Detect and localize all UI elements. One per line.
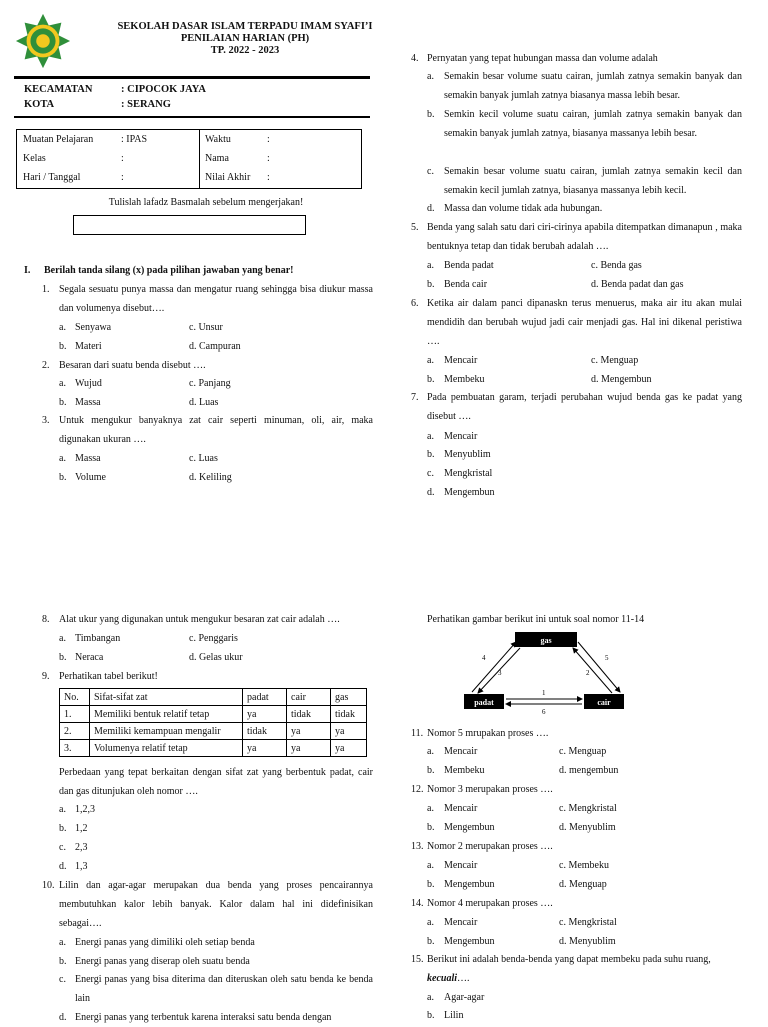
nilai-value[interactable]: : xyxy=(267,172,270,183)
q6-b-text[interactable]: Membeku xyxy=(444,374,485,385)
q3-d[interactable]: d. Keliling xyxy=(189,472,232,483)
q7-b-text[interactable]: Menyublim xyxy=(444,449,491,460)
q4-number: 4. xyxy=(411,53,419,64)
q12-a-letter[interactable]: a. xyxy=(427,803,434,814)
q1-d[interactable]: d. Campuran xyxy=(189,341,241,352)
section-number: I. xyxy=(24,265,31,276)
q10-c-text[interactable]: Energi panas yang bisa diterima dan diteruskan oleh satu benda ke benda lain xyxy=(75,974,373,1004)
q11-b-letter[interactable]: b. xyxy=(427,765,435,776)
q9-followup: Perbedaan yang tepat berkaitan dengan sifat zat yang berbentuk padat, cair dan gas ditunjukan oleh nomor …. xyxy=(59,767,373,797)
q14-c[interactable]: c. Mengkristal xyxy=(559,917,617,928)
q6-d[interactable]: d. Mengembun xyxy=(591,374,652,385)
q11-b-text[interactable]: Membeku xyxy=(444,765,485,776)
q13-d[interactable]: d. Menguap xyxy=(559,879,607,890)
table-cell: ya xyxy=(243,740,287,757)
q7-number: 7. xyxy=(411,392,419,403)
table-header: gas xyxy=(331,689,367,706)
arrow-4 xyxy=(472,642,516,692)
q14-number: 14. xyxy=(411,898,424,909)
school-year: TP. 2022 - 2023 xyxy=(210,45,280,56)
q11-a-letter[interactable]: a. xyxy=(427,746,434,757)
state-change-diagram xyxy=(460,628,630,718)
q10-c-letter[interactable]: c. xyxy=(59,974,66,985)
q5-text: Benda yang salah satu dari ciri-cirinya apabila ditempatkan dimanapun , maka bentuknya tetap dan tidak berubah adalah …. xyxy=(427,222,742,252)
q3-b-letter[interactable]: b. xyxy=(59,472,67,483)
q14-b-letter[interactable]: b. xyxy=(427,936,435,947)
hari-value[interactable]: : xyxy=(121,172,124,183)
q11-a-text[interactable]: Mencair xyxy=(444,746,478,757)
q1-b-text[interactable]: Materi xyxy=(75,341,102,352)
waktu-label: Waktu xyxy=(205,134,231,145)
q1-a-text[interactable]: Senyawa xyxy=(75,322,112,333)
q9-b-text[interactable]: 1,2 xyxy=(75,823,88,834)
q12-number: 12. xyxy=(411,784,424,795)
q5-a-text[interactable]: Benda padat xyxy=(444,260,494,271)
q7-text: Pada pembuatan garam, terjadi perubahan wujud benda gas ke padat yang disebut …. xyxy=(427,392,742,422)
q1-b-letter[interactable]: b. xyxy=(59,341,67,352)
q9-c-text[interactable]: 2,3 xyxy=(75,842,88,853)
table-cell: ya xyxy=(331,740,367,757)
q10-a-letter[interactable]: a. xyxy=(59,937,66,948)
table-cell: 1. xyxy=(60,706,90,723)
q5-a-letter[interactable]: a. xyxy=(427,260,434,271)
q13-a-text[interactable]: Mencair xyxy=(444,860,478,871)
q10-number: 10. xyxy=(42,880,55,891)
q7-a-letter[interactable]: a. xyxy=(427,431,434,442)
q14-a-text[interactable]: Mencair xyxy=(444,917,478,928)
kecamatan-label: KECAMATAN xyxy=(24,84,93,95)
q2-a-text[interactable]: Wujud xyxy=(75,378,102,389)
kelas-value[interactable]: : xyxy=(121,153,124,164)
basmalah-instruction: Tulislah lafadz Basmalah sebelum mengerjakan! xyxy=(108,197,304,208)
q3-b-text[interactable]: Volume xyxy=(75,472,106,483)
q3-a-text[interactable]: Massa xyxy=(75,453,101,464)
nama-label: Nama xyxy=(205,153,229,164)
table-cell: Memiliki bentuk relatif tetap xyxy=(90,706,243,723)
q7-d-letter[interactable]: d. xyxy=(427,487,435,498)
q4-d-text[interactable]: Massa dan volume tidak ada hubungan. xyxy=(444,203,603,214)
q1-c[interactable]: c. Unsur xyxy=(189,322,223,333)
q9-c-letter[interactable]: c. xyxy=(59,842,66,853)
basmalah-answer-box[interactable] xyxy=(73,215,306,235)
label-2: 2 xyxy=(586,669,590,677)
q5-b-text[interactable]: Benda cair xyxy=(444,279,488,290)
q13-text: Nomor 2 merupakan proses …. xyxy=(427,841,553,852)
q11-number: 11. xyxy=(411,728,424,739)
q10-d-text[interactable]: Energi panas yang terbentuk karena interaksi satu benda dengan xyxy=(75,1012,332,1023)
figure-intro: Perhatikan gambar berikut ini untuk soal nomor 11-14 xyxy=(427,614,645,625)
section-title: Berilah tanda silang (x) pada pilihan jawaban yang benar! xyxy=(44,265,294,276)
table-header: No. xyxy=(60,689,90,706)
q9-b-letter[interactable]: b. xyxy=(59,823,67,834)
q12-b-text[interactable]: Mengembun xyxy=(444,822,495,833)
q1-text: Segala sesuatu punya massa dan mengatur ruang sehingga bisa diukur massa dan volumenya disebut…. xyxy=(59,284,373,314)
q10-b-text[interactable]: Energi panas yang diserap oleh suatu benda xyxy=(75,956,250,967)
q12-a-text[interactable]: Mencair xyxy=(444,803,478,814)
q15-tail: …. xyxy=(457,973,470,984)
table-cell: ya xyxy=(331,723,367,740)
nama-value[interactable]: : xyxy=(267,153,270,164)
label-6: 6 xyxy=(542,708,546,716)
q12-b-letter[interactable]: b. xyxy=(427,822,435,833)
q4-a-letter[interactable]: a. xyxy=(427,71,434,82)
q11-c[interactable]: c. Menguap xyxy=(559,746,607,757)
table-header: padat xyxy=(243,689,287,706)
q15-number: 15. xyxy=(411,954,424,965)
q10-a-text[interactable]: Energi panas yang dimiliki oleh setiap benda xyxy=(75,937,255,948)
q12-text: Nomor 3 merupakan proses …. xyxy=(427,784,553,795)
table-row xyxy=(60,723,367,740)
q9-d-letter[interactable]: d. xyxy=(59,861,67,872)
kota-label: KOTA xyxy=(24,99,55,110)
kecamatan-value: : CIPOCOK JAYA xyxy=(121,84,206,95)
table-cell: tidak xyxy=(287,706,331,723)
q9-number: 9. xyxy=(42,671,50,682)
nilai-label: Nilai Akhir xyxy=(205,172,251,183)
muatan-value: : IPAS xyxy=(121,134,148,145)
q13-a-letter[interactable]: a. xyxy=(427,860,434,871)
q2-number: 2. xyxy=(42,360,50,371)
q5-c[interactable]: c. Benda gas xyxy=(591,260,642,271)
exam-title: PENILAIAN HARIAN (PH) xyxy=(180,33,310,44)
q8-b-text[interactable]: Neraca xyxy=(75,652,104,663)
q8-c[interactable]: c. Penggaris xyxy=(189,633,238,644)
school-logo xyxy=(14,12,72,70)
table-header-row xyxy=(60,689,367,706)
q8-d[interactable]: d. Gelas ukur xyxy=(189,652,243,663)
q5-number: 5. xyxy=(411,222,419,233)
q15-kecuali: kecuali xyxy=(427,973,457,984)
table-cell: tidak xyxy=(243,723,287,740)
label-5: 5 xyxy=(605,654,609,662)
muatan-label: Muatan Pelajaran xyxy=(23,134,94,145)
q6-text: Ketika air dalam panci dipanaskn terus menuerus, maka air itu akan mulai mendidih dan berubah wujud jadi cair menjadi gas. Hal ini dikenal peristiwa …. xyxy=(427,298,742,347)
q9-a-letter[interactable]: a. xyxy=(59,804,66,815)
padat-label: padat xyxy=(474,698,494,707)
waktu-value[interactable]: : xyxy=(267,134,270,145)
q3-text: Untuk mengukur banyaknya zat cair seperti minuman, oli, air, maka digunakan ukuran …. xyxy=(59,415,373,445)
kelas-label: Kelas xyxy=(23,153,46,164)
gas-label: gas xyxy=(540,636,552,645)
q8-text: Alat ukur yang digunakan untuk mengukur besaran zat cair adalah …. xyxy=(59,614,340,625)
q14-text: Nomor 4 merupakan proses …. xyxy=(427,898,553,909)
cair-label: cair xyxy=(597,698,611,707)
table-row xyxy=(60,740,367,757)
q8-a-letter[interactable]: a. xyxy=(59,633,66,644)
q12-d[interactable]: d. Menyublim xyxy=(559,822,616,833)
q12-c[interactable]: c. Mengkristal xyxy=(559,803,617,814)
q1-number: 1. xyxy=(42,284,50,295)
q14-a-letter[interactable]: a. xyxy=(427,917,434,928)
table-cell: ya xyxy=(243,706,287,723)
q13-b-text[interactable]: Mengembun xyxy=(444,879,495,890)
q1-a-letter[interactable]: a. xyxy=(59,322,66,333)
q14-d[interactable]: d. Menyublim xyxy=(559,936,616,947)
table-cell: Volumenya relatif tetap xyxy=(90,740,243,757)
q10-d-letter[interactable]: d. xyxy=(59,1012,67,1023)
q8-number: 8. xyxy=(42,614,50,625)
hari-label: Hari / Tanggal xyxy=(23,172,81,183)
q9-d-text[interactable]: 1,3 xyxy=(75,861,88,872)
q15-kecuali-line xyxy=(427,969,470,988)
q11-d[interactable]: d. mengembun xyxy=(559,765,619,776)
q2-text: Besaran dari suatu benda disebut …. xyxy=(59,360,206,371)
q7-c-text[interactable]: Mengkristal xyxy=(444,468,493,479)
table-cell: 2. xyxy=(60,723,90,740)
q5-d[interactable]: d. Benda padat dan gas xyxy=(591,279,684,290)
q9-text: Perhatikan tabel berikut! xyxy=(59,671,158,682)
q9-a-text[interactable]: 1,2,3 xyxy=(75,804,95,815)
table-header: cair xyxy=(287,689,331,706)
q6-b-letter[interactable]: b. xyxy=(427,374,435,385)
q4-b-letter[interactable]: b. xyxy=(427,109,435,120)
q4-d-letter[interactable]: d. xyxy=(427,203,435,214)
q7-a-text[interactable]: Mencair xyxy=(444,431,478,442)
q2-b-text[interactable]: Massa xyxy=(75,397,101,408)
q11-text: Nomor 5 mrupakan proses …. xyxy=(427,728,549,739)
q13-c[interactable]: c. Membeku xyxy=(559,860,609,871)
q15-b-letter[interactable]: b. xyxy=(427,1010,435,1021)
q2-a-letter[interactable]: a. xyxy=(59,378,66,389)
q6-a-letter[interactable]: a. xyxy=(427,355,434,366)
header-rule xyxy=(14,76,370,79)
q13-number: 13. xyxy=(411,841,424,852)
label-3: 3 xyxy=(498,669,502,677)
q15-b-text[interactable]: Lilin xyxy=(444,1010,464,1021)
q6-c[interactable]: c. Menguap xyxy=(591,355,639,366)
table-cell: ya xyxy=(287,740,331,757)
q3-c[interactable]: c. Luas xyxy=(189,453,218,464)
q15-a-letter[interactable]: a. xyxy=(427,992,434,1003)
q6-a-text[interactable]: Mencair xyxy=(444,355,478,366)
kota-value: : SERANG xyxy=(121,99,171,110)
table-cell: ya xyxy=(287,723,331,740)
student-info-box xyxy=(16,129,362,189)
q6-number: 6. xyxy=(411,298,419,309)
q4-c-letter[interactable]: c. xyxy=(427,166,434,177)
q8-b-letter[interactable]: b. xyxy=(59,652,67,663)
q4-c-text[interactable]: Semakin besar volume suatu cairan, jumlah zatnya semakin kecil dan semakin kecil jumlah zatnya, biasanya massanya lebih kecil. xyxy=(444,166,742,196)
q15-a-text[interactable]: Agar-agar xyxy=(444,992,485,1003)
q7-c-letter[interactable]: c. xyxy=(427,468,434,479)
table-cell: 3. xyxy=(60,740,90,757)
q5-b-letter[interactable]: b. xyxy=(427,279,435,290)
q7-b-letter[interactable]: b. xyxy=(427,449,435,460)
q4-b-text[interactable]: Semkin kecil volume suatu cairan, jumlah zatnya semakin banyak dan semakin banyak jumlah zatnya, biasanya massanya lebih besar. xyxy=(444,109,742,139)
header-rule-2 xyxy=(14,116,370,118)
table-header: Sifat-sifat zat xyxy=(90,689,243,706)
q2-b-letter[interactable]: b. xyxy=(59,397,67,408)
q7-d-text[interactable]: Mengembun xyxy=(444,487,495,498)
q3-a-letter[interactable]: a. xyxy=(59,453,66,464)
q8-a-text[interactable]: Timbangan xyxy=(75,633,121,644)
q4-text: Pernyatan yang tepat hubungan massa dan volume adalah xyxy=(427,53,658,64)
label-1: 1 xyxy=(542,689,546,697)
logo-star-icon xyxy=(16,14,70,68)
label-4: 4 xyxy=(482,654,486,662)
arrow-5 xyxy=(578,642,620,692)
q4-a-text[interactable]: Semakin besar volume suatu cairan, jumlah zatnya semakin banyak dan semakin banyak jumlah zatnya biasanya massa lebih besar. xyxy=(444,71,742,101)
table-cell: Memiliki kemampuan mengalir xyxy=(90,723,243,740)
q10-text: Lilin dan agar-agar merupakan dua benda yang proses pencairannya membutuhkan kalor lebih banyak. Kalor dalam hal ini didefinisikan sebagai…. xyxy=(59,880,373,929)
q14-b-text[interactable]: Mengembun xyxy=(444,936,495,947)
q13-b-letter[interactable]: b. xyxy=(427,879,435,890)
states-of-matter-table xyxy=(59,688,367,757)
table-row xyxy=(60,706,367,723)
q15-text: Berikut ini adalah benda-benda yang dapat membeku pada suhu ruang, xyxy=(427,954,711,965)
q3-number: 3. xyxy=(42,415,50,426)
table-cell: tidak xyxy=(331,706,367,723)
q10-b-letter[interactable]: b. xyxy=(59,956,67,967)
school-name: SEKOLAH DASAR ISLAM TERPADU IMAM SYAFI’I xyxy=(117,21,373,32)
q2-d[interactable]: d. Luas xyxy=(189,397,219,408)
q2-c[interactable]: c. Panjang xyxy=(189,378,231,389)
